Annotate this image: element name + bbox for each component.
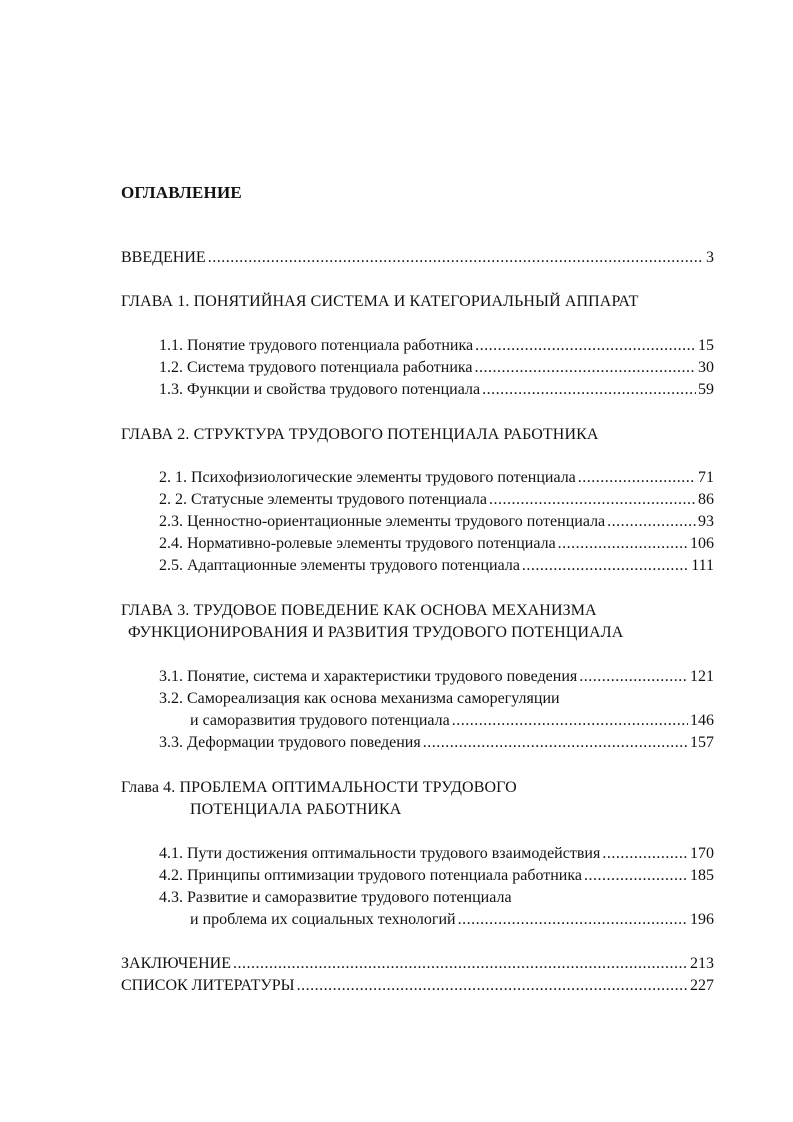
toc-entry-1-1[interactable] — [159, 337, 714, 359]
entry-page: 59 — [698, 381, 714, 398]
leader-dots — [579, 668, 688, 686]
entry-text: 1.2. Система трудового потенциала работника — [159, 359, 473, 376]
entry-page: 213 — [690, 955, 714, 972]
leader-dots — [584, 867, 688, 885]
leader-dots — [489, 491, 696, 509]
entry-text: 2.4. Нормативно-ролевые элементы трудового потенциала — [159, 535, 556, 552]
entry-page: 196 — [690, 911, 714, 928]
entry-text: 1.3. Функции и свойства трудового потенциала — [159, 381, 481, 398]
leader-dots — [607, 513, 696, 531]
entry-text: 2.3. Ценностно-ориентационные элементы трудового потенциала — [159, 513, 606, 530]
toc-entry-1-3[interactable] — [159, 381, 714, 403]
entry-page: 121 — [690, 668, 714, 685]
entry-page: 157 — [690, 734, 714, 751]
entry-text: 1.1. Понятие трудового потенциала работника — [159, 337, 474, 354]
entry-page: 15 — [698, 337, 714, 354]
entry-page: 146 — [690, 712, 714, 729]
toc-entry-3-2-line-1[interactable]: 3.2. Самореализация как основа механизма саморегуляции — [159, 690, 560, 707]
entry-text: 2. 1. Психофизиологические элементы трудового потенциала — [159, 469, 576, 486]
entry-page: 227 — [690, 977, 714, 994]
toc-entry-4-3-line-1[interactable]: 4.3. Развитие и саморазвитие трудового потенциала — [159, 889, 512, 906]
toc-entry-2-1[interactable] — [159, 469, 714, 491]
toc-entry-4-2[interactable] — [159, 867, 714, 889]
chapter-3-title-line-1: ГЛАВА 3. ТРУДОВОЕ ПОВЕДЕНИЕ КАК ОСНОВА МЕХАНИЗМА — [121, 602, 597, 619]
toc-entry-2-2[interactable] — [159, 491, 714, 513]
leader-dots — [602, 845, 688, 863]
toc-entry-4-1[interactable] — [159, 845, 714, 867]
toc-entry-3-3[interactable] — [159, 734, 714, 756]
entry-text: 4.1. Пути достижения оптимальности трудового взаимодействия — [159, 845, 601, 862]
toc-entry-2-3[interactable] — [159, 513, 714, 535]
toc-entry-intro[interactable] — [121, 249, 714, 271]
entry-page: 3 — [706, 249, 714, 266]
chapter-4-title-line-2: ПОТЕНЦИАЛА РАБОТНИКА — [190, 801, 402, 818]
entry-text: 4.2. Принципы оптимизации трудового потенциала работника — [159, 867, 582, 884]
entry-page: 93 — [698, 513, 714, 530]
chapter-2-title: ГЛАВА 2. СТРУКТУРА ТРУДОВОГО ПОТЕНЦИАЛА РАБОТНИКА — [121, 426, 599, 443]
leader-dots — [297, 977, 688, 995]
entry-page: 86 — [698, 491, 714, 508]
entry-text: 3.3. Деформации трудового поведения — [159, 734, 421, 751]
toc-entry-2-4[interactable] — [159, 535, 714, 557]
entry-page: 30 — [698, 359, 714, 376]
leader-dots — [482, 381, 696, 399]
toc-entry-conclusion[interactable] — [121, 955, 714, 977]
leader-dots — [233, 955, 688, 973]
entry-page: 71 — [698, 469, 714, 486]
toc-entry-3-1[interactable] — [159, 668, 714, 690]
entry-text: ВВЕДЕНИЕ — [121, 249, 206, 266]
leader-dots — [578, 469, 696, 487]
entry-text: 2.5. Адаптационные элементы трудового потенциала — [159, 557, 520, 574]
toc-entry-1-2[interactable] — [159, 359, 714, 381]
entry-text: и саморазвития трудового потенциала — [190, 712, 450, 729]
leader-dots — [423, 734, 688, 752]
entry-text: СПИСОК ЛИТЕРАТУРЫ — [121, 977, 295, 994]
leader-dots — [522, 557, 689, 575]
leader-dots — [458, 911, 688, 929]
chapter-1-title: ГЛАВА 1. ПОНЯТИЙНАЯ СИСТЕМА И КАТЕГОРИАЛЬНЫЙ АППАРАТ — [121, 293, 639, 310]
leader-dots — [452, 712, 688, 730]
leader-dots — [558, 535, 688, 553]
toc-entry-bibliography[interactable] — [121, 977, 714, 999]
entry-text: 2. 2. Статусные элементы трудового потенциала — [159, 491, 488, 508]
toc-heading: ОГЛАВЛЕНИЕ — [121, 183, 242, 202]
leader-dots — [208, 249, 704, 267]
toc-entry-2-5[interactable] — [159, 557, 714, 579]
entry-text: и проблема их социальных технологий — [190, 911, 456, 928]
entry-page: 111 — [691, 557, 714, 574]
chapter-3-title-line-2: ФУНКЦИОНИРОВАНИЯ И РАЗВИТИЯ ТРУДОВОГО ПОТЕНЦИАЛА — [128, 624, 624, 641]
entry-page: 170 — [690, 845, 714, 862]
entry-text: ЗАКЛЮЧЕНИЕ — [121, 955, 231, 972]
chapter-4-title-line-1: Глава 4. ПРОБЛЕМА ОПТИМАЛЬНОСТИ ТРУДОВОГО — [121, 779, 517, 796]
toc-entry-3-2[interactable] — [190, 712, 714, 734]
leader-dots — [475, 359, 696, 377]
entry-page: 185 — [690, 867, 714, 884]
leader-dots — [475, 337, 696, 355]
toc-entry-4-3[interactable] — [190, 911, 714, 933]
entry-text: 3.1. Понятие, система и характеристики трудового поведения — [159, 668, 578, 685]
entry-page: 106 — [690, 535, 714, 552]
